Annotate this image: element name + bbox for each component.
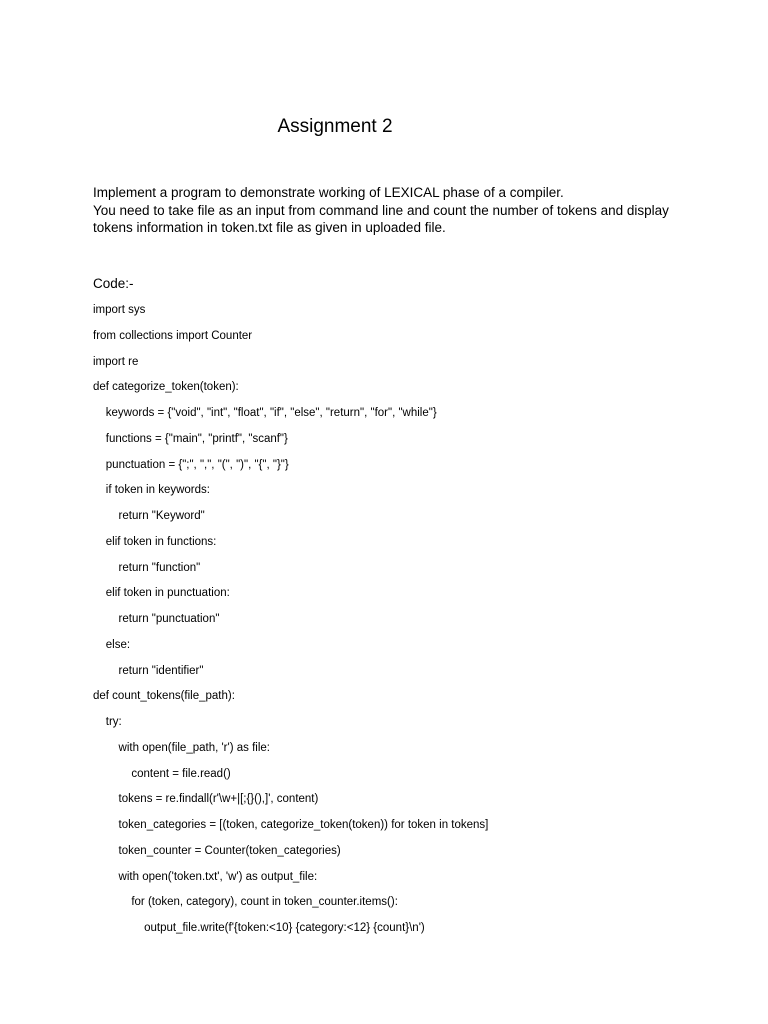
code-listing (93, 301, 733, 945)
code-line: functions = {"main", "printf", "scanf"} (93, 432, 288, 445)
code-line: return "punctuation" (93, 613, 220, 625)
description-line: You need to take file as an input from command line and count the number of tokens and display (93, 202, 669, 218)
code-line: try: (93, 716, 122, 728)
code-line: import re (93, 355, 139, 368)
code-line: if token in keywords: (93, 484, 210, 497)
code-line: def count_tokens(file_path): (93, 690, 235, 703)
code-line: content = file.read() (93, 767, 231, 780)
code-heading: Code:- (93, 276, 134, 291)
code-line: elif token in functions: (93, 535, 217, 548)
code-line: return "Keyword" (93, 510, 205, 522)
code-line: token_categories = [(token, categorize_token(token)) for token in tokens] (93, 819, 489, 831)
document-title: Assignment 2 (277, 116, 393, 137)
code-line: elif token in punctuation: (93, 587, 230, 600)
description-line: Implement a program to demonstrate working of LEXICAL phase of a compiler. (93, 185, 564, 200)
code-line: output_file.write(f'{token:<10} {category:<12} {count}\n') (93, 922, 425, 934)
code-line: punctuation = {";", ",", "(", ")", "{", "}"} (93, 458, 289, 471)
description-line: tokens information in token.txt file as given in uploaded file. (93, 220, 446, 235)
code-line: else: (93, 638, 131, 651)
assignment-description (93, 184, 693, 237)
code-line: import sys (93, 304, 146, 316)
code-line: for (token, category), count in token_counter.items(): (93, 896, 398, 909)
code-line: from collections import Counter (93, 329, 253, 342)
code-line: with open(file_path, 'r') as file: (93, 741, 270, 754)
code-line: tokens = re.findall(r'\w+|[;{}(),]', content) (93, 793, 319, 806)
code-line: with open('token.txt', 'w') as output_file: (93, 870, 318, 883)
code-line: keywords = {"void", "int", "float", "if", "else", "return", "for", "while"} (93, 407, 437, 419)
code-line: return "identifier" (93, 664, 204, 677)
code-line: return "function" (93, 561, 201, 574)
code-line: token_counter = Counter(token_categories) (93, 844, 341, 857)
code-line: def categorize_token(token): (93, 381, 239, 394)
